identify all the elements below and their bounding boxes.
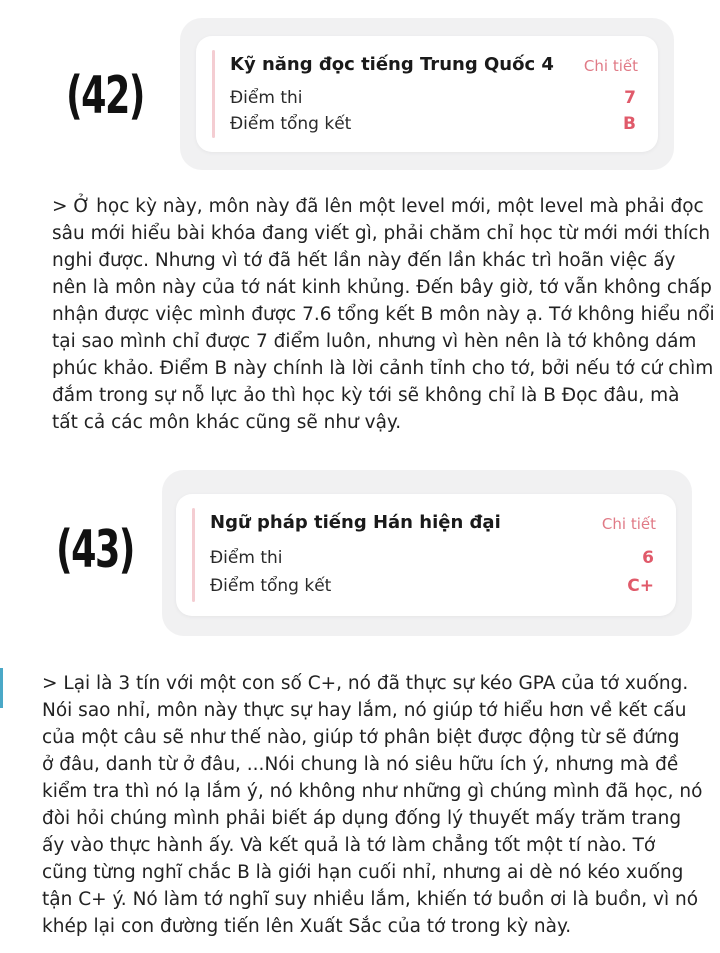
detail-link[interactable]: Chi tiết [583,57,638,75]
review-line: sâu mới hiểu bài khóa đang viết gì, phải chăm chỉ học từ mới mới thích [52,223,711,244]
review-line: > Lại là 3 tín với một con số C+, nó đã thực sự kéo GPA của tớ xuống. [42,673,689,694]
exam-score-value: 7 [624,88,636,108]
final-grade-label: Điểm tổng kết [230,114,352,134]
entry-number: (42) [66,66,144,126]
review-line: tại sao mình chỉ được 7 điểm luôn, nhưng vì hèn nên là tớ không dám [52,331,697,352]
card-accent-bar [192,508,195,602]
review-line: đắm trong sự nỗ lực ảo thì học kỳ tới sẽ không chỉ là B Đọc đâu, mà [52,385,680,406]
review-line: nghi được. Nhưng vì tớ đã hết lần này đến lần khác trì hoãn việc ấy [52,250,676,271]
grade-card [196,36,658,152]
entry-number: (43) [56,520,134,580]
edge-marker [0,668,3,708]
exam-score-value: 6 [642,548,654,568]
review-line: tận C+ ý. Nó làm tớ nghĩ suy nhiều lắm, khiến tớ buồn ơi là buồn, vì nó [42,889,699,910]
review-text [52,193,715,436]
final-grade-value: B [623,114,636,134]
review-line: của một câu sẽ như thế nào, giúp tớ phân biệt được động từ sẽ đứng [42,727,680,748]
entry-43 [0,470,720,953]
entry-42 [0,0,720,470]
exam-score-label: Điểm thi [230,88,303,108]
final-grade-label: Điểm tổng kết [210,576,332,596]
review-line: > Ở học kỳ này, môn này đã lên một level mới, một level mà phải đọc [52,196,704,217]
review-line: ấy vào thực hành ấy. Và kết quả là tớ làm chẳng tốt một tí nào. Tớ [42,835,656,856]
review-line: cũng từng nghĩ chắc B là giới hạn cuối nhỉ, nhưng ai dè nó kéo xuống [42,862,684,883]
review-line: phúc khảo. Điểm B này chính là lời cảnh tỉnh cho tớ, bởi nếu tớ cứ chìm [52,358,714,379]
course-title: Kỹ năng đọc tiếng Trung Quốc 4 [230,54,554,75]
review-line: ở đâu, danh từ ở đâu, ...Nói chung là nó siêu hữu ích ý, nhưng mà đề [42,754,679,775]
final-grade-value: C+ [627,576,654,596]
grade-card [176,494,676,616]
review-text [42,670,703,940]
review-line: tất cả các môn khác cũng sẽ như vậy. [52,412,402,433]
course-title: Ngữ pháp tiếng Hán hiện đại [210,512,501,533]
review-line: kiểm tra thì nó lạ lắm ý, nó không như những gì chúng mình đã học, nó [42,781,703,802]
review-line: nhận được việc mình được 7.6 tổng kết B môn này ạ. Tớ không hiểu nổi [52,304,715,325]
review-line: nên là môn này của tớ nát kinh khủng. Đến bây giờ, tớ vẫn không chấp [52,277,712,298]
exam-score-label: Điểm thi [210,548,283,568]
detail-link[interactable]: Chi tiết [601,515,656,533]
review-line: khép lại con đường tiến lên Xuất Sắc của tớ trong kỳ này. [42,916,572,937]
review-line: đòi hỏi chúng mình phải biết áp dụng đống lý thuyết mấy trăm trang [42,808,682,829]
review-line: Nói sao nhỉ, môn này thực sự hay lắm, nó giúp tớ hiểu hơn về kết cấu [42,700,687,721]
card-accent-bar [212,50,215,138]
